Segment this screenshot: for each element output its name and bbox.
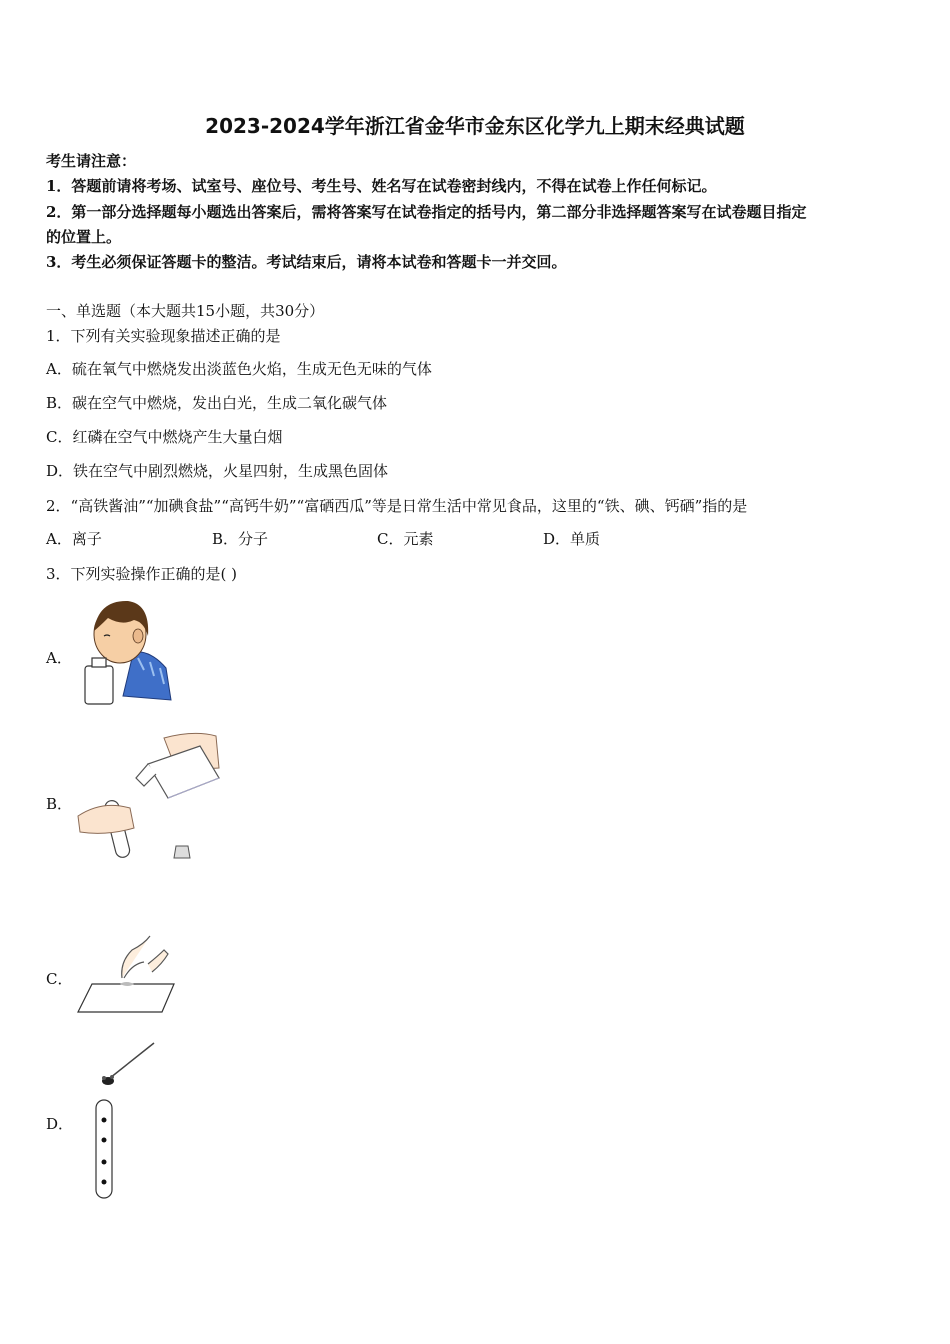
question-2-option-d: D．单质 (543, 530, 601, 548)
touching-powder-figure (74, 934, 178, 1020)
question-3-option-a: A． (46, 649, 72, 667)
pouring-liquid-figure (76, 728, 224, 868)
question-3-option-b: B． (46, 795, 73, 813)
question-3-stem: 3．下列实验操作正确的是( ) (46, 565, 238, 583)
question-1-option-d: D．铁在空气中剧烈燃烧，火星四射，生成黑色固体 (46, 462, 389, 480)
page-title: 2023-2024学年浙江省金华市金东区化学九上期末经典试题 (205, 114, 745, 138)
question-2-option-c: C．元素 (377, 530, 434, 548)
question-2-stem: 2．“高铁酱油”“加碘食盐”“高钙牛奶”“富硒西瓜”等是日常生活中常见食品，这里的“铁、碘、钙硒”指的是 (46, 497, 748, 515)
section-heading: 一、单选题（本大题共15小题，共30分） (46, 302, 325, 320)
notice-item: 的位置上。 (46, 228, 122, 246)
notice-item: 1．答题前请将考场、试室号、座位号、考生号、姓名写在试卷密封线内，不得在试卷上作任何标记。 (46, 177, 717, 195)
question-2-option-a: A．离子 (46, 530, 102, 548)
question-1-option-b: B．碳在空气中燃烧，发出白光，生成二氧化碳气体 (46, 394, 388, 412)
smelling-gas-figure (78, 596, 178, 712)
question-1-option-a: A．硫在氧气中燃烧发出淡蓝色火焰，生成无色无味的气体 (46, 360, 432, 378)
adding-granules-figure (92, 1040, 162, 1208)
question-1-option-c: C．红磷在空气中燃烧产生大量白烟 (46, 428, 283, 446)
question-1-stem: 1．下列有关实验现象描述正确的是 (46, 327, 281, 345)
notice-item: 3．考生必须保证答题卡的整洁。考试结束后，请将本试卷和答题卡一并交回。 (46, 253, 567, 271)
question-3-option-d: D． (46, 1115, 74, 1133)
notice-heading: 考生请注意： (46, 152, 137, 170)
question-2-option-b: B．分子 (212, 530, 269, 548)
question-3-option-c: C． (46, 970, 73, 988)
notice-item: 2．第一部分选择题每小题选出答案后，需将答案写在试卷指定的括号内，第二部分非选择题答案写在试卷题目指定 (46, 203, 807, 221)
